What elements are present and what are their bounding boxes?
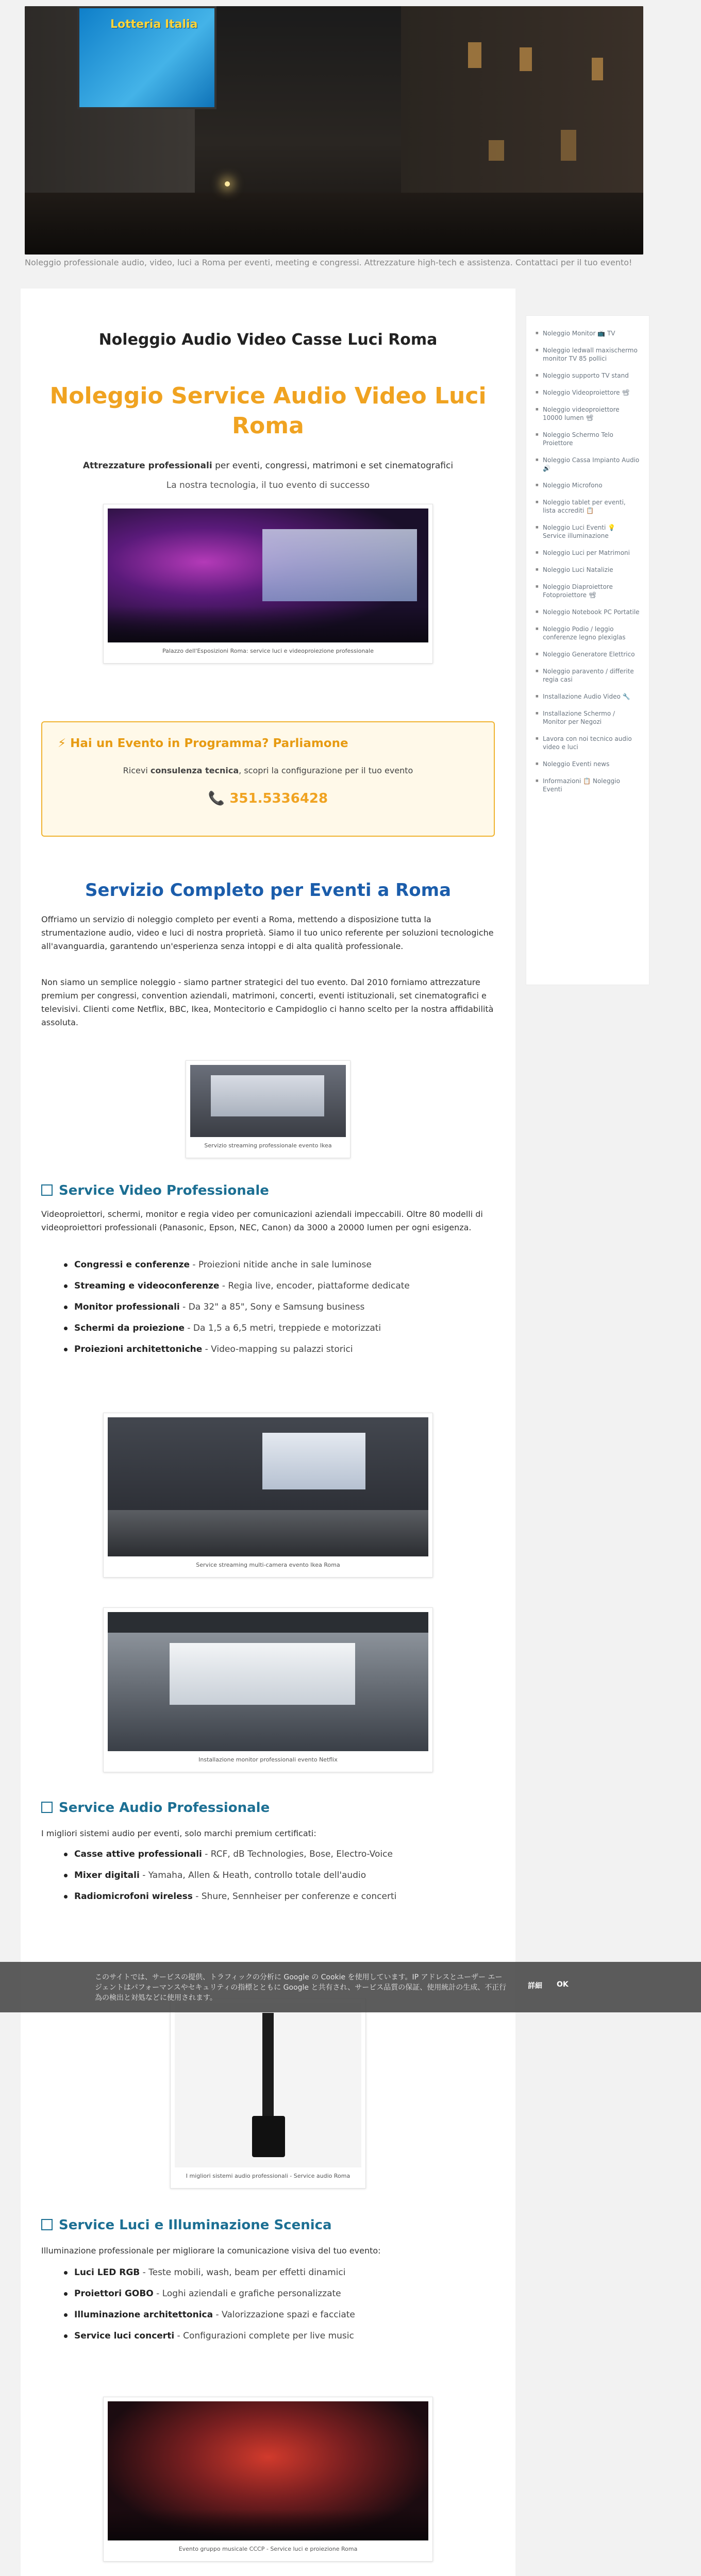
list-item: Schermi da proiezione - Da 1,5 a 6,5 metri, treppiede e motorizzati (74, 1323, 487, 1334)
photo-card-ikea (186, 1060, 350, 1158)
cookie-details-button[interactable]: 詳細 (528, 1980, 542, 1991)
video-intro: Videoproiettori, schermi, monitor e regia video per comunicazioni aziendali impeccabili. Oltre 80 modelli di videoproiettori professionali (Panasonic, Epson, NEC, Canon) da 3000 a 20000 lumen per ogni esigenza. (41, 1209, 483, 1232)
sidebar-link[interactable]: ■ Noleggio ledwall maxischermo monitor TV 85 pollici (543, 346, 640, 363)
list-item: Service luci concerti - Configurazioni complete per live music (74, 2330, 487, 2342)
video-icon (41, 1184, 53, 1196)
lights-service-list (74, 2267, 487, 2351)
sidebar-link[interactable]: ■ Noleggio Monitor 📺 TV (543, 329, 640, 337)
video-section-title: Service Video Professionale (41, 1183, 495, 1198)
expo-photo (108, 509, 428, 642)
service-paragraph-1: Offriamo un servizio di noleggio completo per eventi a Roma, mettendo a disposizione tutta la strumentazione audio, video e luci di nostra proprietà. Siamo il tuo unico referente per soluzioni tecnologiche all'avanguardia, garantendo un'esperienza senza intoppi e di alta qualità professionale. (41, 914, 494, 951)
list-item: Radiomicrofoni wireless - Shure, Sennheiser per conferenze e concerti (74, 1891, 487, 1902)
screen-title: Lotteria Italia (110, 18, 198, 31)
cta-text: Ricevi consulenza tecnica, scopri la configurazione per il tuo evento (123, 766, 413, 775)
list-item: Luci LED RGB - Teste mobili, wash, beam per effetti dinamici (74, 2267, 487, 2278)
photo-caption: I migliori sistemi audio professionali - Service audio Roma (186, 2173, 350, 2179)
streaming-photo (108, 1417, 428, 1556)
intro-line-1: Attrezzature professionali per eventi, congressi, matrimoni e set cinematografici (82, 461, 454, 471)
sidebar-link[interactable]: ■ Noleggio Eventi news (543, 760, 640, 768)
sidebar-link[interactable]: ■ Noleggio tablet per eventi, lista accrediti 📋 (543, 498, 640, 515)
sidebar-link[interactable]: ■ Lavora con noi tecnico audio video e luci (543, 735, 640, 751)
page-title: Noleggio Audio Video Casse Luci Roma (98, 331, 438, 349)
list-item: Illuminazione architettonica - Valorizzazione spazi e facciate (74, 2309, 487, 2320)
cta-phone-link[interactable]: 📞 351.5336428 (208, 791, 328, 806)
service-title: Servizio Completo per Eventi a Roma (85, 880, 452, 901)
ikea-photo (190, 1065, 346, 1137)
speaker-photo (175, 2003, 361, 2167)
page-subtitle: Noleggio Service Audio Video Luci Roma (49, 383, 487, 439)
photo-card-concert (103, 2397, 433, 2562)
photo-card-speaker (170, 1998, 366, 2189)
list-item: Congressi e conferenze - Proiezioni nitide anche in sale luminose (74, 1259, 487, 1270)
cookie-text: このサイトでは、サービスの提供、トラフィックの分析に Google の Cookie を使用しています。IP アドレスとユーザー エージェントはパフォーマンスやセキュリティの指標とともに Google と共有され、サービス品質の保証、使用統計の生成、不正行為の検出と対処などに使用されます。 (95, 1973, 507, 2002)
photo-card-expo (103, 504, 433, 664)
sidebar-link[interactable]: ■ Noleggio Cassa Impianto Audio 🔊 (543, 456, 640, 472)
photo-card-streaming (103, 1413, 433, 1578)
photo-caption: Servizio streaming professionale evento Ikea (204, 1142, 332, 1149)
list-item: Mixer digitali - Yamaha, Allen & Heath, controllo totale dell'audio (74, 1870, 487, 1881)
list-item: Monitor professionali - Da 32" a 85", Sony e Samsung business (74, 1301, 487, 1313)
cta-title: ⚡ Hai un Evento in Programma? Parliamone (58, 737, 348, 750)
cookie-ok-button[interactable]: OK (557, 1980, 569, 1989)
lights-icon (41, 2219, 53, 2230)
audio-icon (41, 1802, 53, 1813)
sidebar-link[interactable]: ■ Noleggio supporto TV stand (543, 371, 640, 380)
event-cta-box (41, 721, 495, 837)
photo-caption: Service streaming multi-camera evento Ikea Roma (196, 1562, 340, 1568)
sidebar-link[interactable]: ■ Informazioni 📋 Noleggio Eventi (543, 777, 640, 793)
sidebar-link[interactable]: ■ Noleggio Diaproiettore Fotoproiettore 📽 (543, 583, 640, 599)
intro-line-2: La nostra tecnologia, il tuo evento di successo (166, 480, 370, 490)
sidebar-link[interactable]: ■ Noleggio Podio / leggio conferenze legno plexiglas (543, 625, 640, 641)
sidebar-link[interactable]: ■ Noleggio Schermo Telo Proiettore (543, 431, 640, 447)
hero-caption: Noleggio professionale audio, video, luci a Roma per eventi, meeting e congressi. Attrezzature high-tech e assistenza. Contattaci per il tuo evento! (25, 258, 632, 267)
hero-image (25, 6, 643, 255)
street-lamp (225, 181, 230, 187)
sidebar-link[interactable]: ■ Noleggio paravento / differite regia casi (543, 667, 640, 684)
sidebar-link[interactable]: ■ Noleggio Notebook PC Portatile (543, 608, 640, 616)
event-screen (77, 6, 216, 109)
audio-intro: I migliori sistemi audio per eventi, solo marchi premium certificati: (41, 1828, 316, 1838)
concert-photo (108, 2401, 428, 2540)
list-item: Proiezioni architettoniche - Video-mapping su palazzi storici (74, 1344, 487, 1355)
audio-service-list (74, 1849, 487, 1912)
main-content (21, 289, 515, 2576)
photo-card-netflix (103, 1607, 433, 1772)
sidebar-link[interactable]: ■ Noleggio Videoproiettore 📽 (543, 388, 640, 397)
list-item: Casse attive professionali - RCF, dB Technologies, Bose, Electro-Voice (74, 1849, 487, 1860)
sidebar-link[interactable]: ■ Noleggio Microfono (543, 481, 640, 489)
netflix-photo (108, 1612, 428, 1751)
sidebar-link[interactable]: ■ Installazione Audio Video 🔧 (543, 692, 640, 701)
sidebar-link[interactable]: ■ Noleggio Generatore Elettrico (543, 650, 640, 658)
list-item: Streaming e videoconferenze - Regia live, encoder, piattaforme dedicate (74, 1280, 487, 1292)
video-service-list (74, 1259, 487, 1365)
sidebar-link[interactable]: ■ Noleggio videoproiettore 10000 lumen 📽 (543, 405, 640, 422)
list-item: Proiettori GOBO - Loghi aziendali e grafiche personalizzate (74, 2288, 487, 2299)
photo-caption: Installazione monitor professionali evento Netflix (198, 1756, 338, 1763)
sidebar (526, 315, 649, 985)
sidebar-link[interactable]: ■ Noleggio Luci per Matrimoni (543, 549, 640, 557)
sidebar-link[interactable]: ■ Noleggio Luci Natalizie (543, 566, 640, 574)
sidebar-link[interactable]: ■ Noleggio Luci Eventi 💡 Service illuminazione (543, 523, 640, 540)
audio-section-title: Service Audio Professionale (41, 1800, 495, 1816)
photo-caption: Palazzo dell'Esposizioni Roma: service luci e videoproiezione professionale (162, 648, 374, 654)
photo-caption: Evento gruppo musicale CCCP - Service luci e proiezione Roma (178, 2546, 358, 2552)
service-paragraph-2: Non siamo un semplice noleggio - siamo partner strategici del tuo evento. Dal 2010 forniamo attrezzature premium per congressi, convention aziendali, matrimoni, concerti, eventi istituzionali, set cinematografici e televisivi. Clienti come Netflix, BBC, Ikea, Montecitorio e Campidoglio ci hanno scelto per la nostra affidabilità assoluta. (41, 977, 494, 1027)
lights-section-title: Service Luci e Illuminazione Scenica (41, 2217, 495, 2233)
lights-intro: Illuminazione professionale per migliorare la comunicazione visiva del tuo evento: (41, 2246, 381, 2256)
cookie-banner (0, 1962, 701, 2012)
sidebar-link[interactable]: ■ Installazione Schermo / Monitor per Negozi (543, 709, 640, 726)
